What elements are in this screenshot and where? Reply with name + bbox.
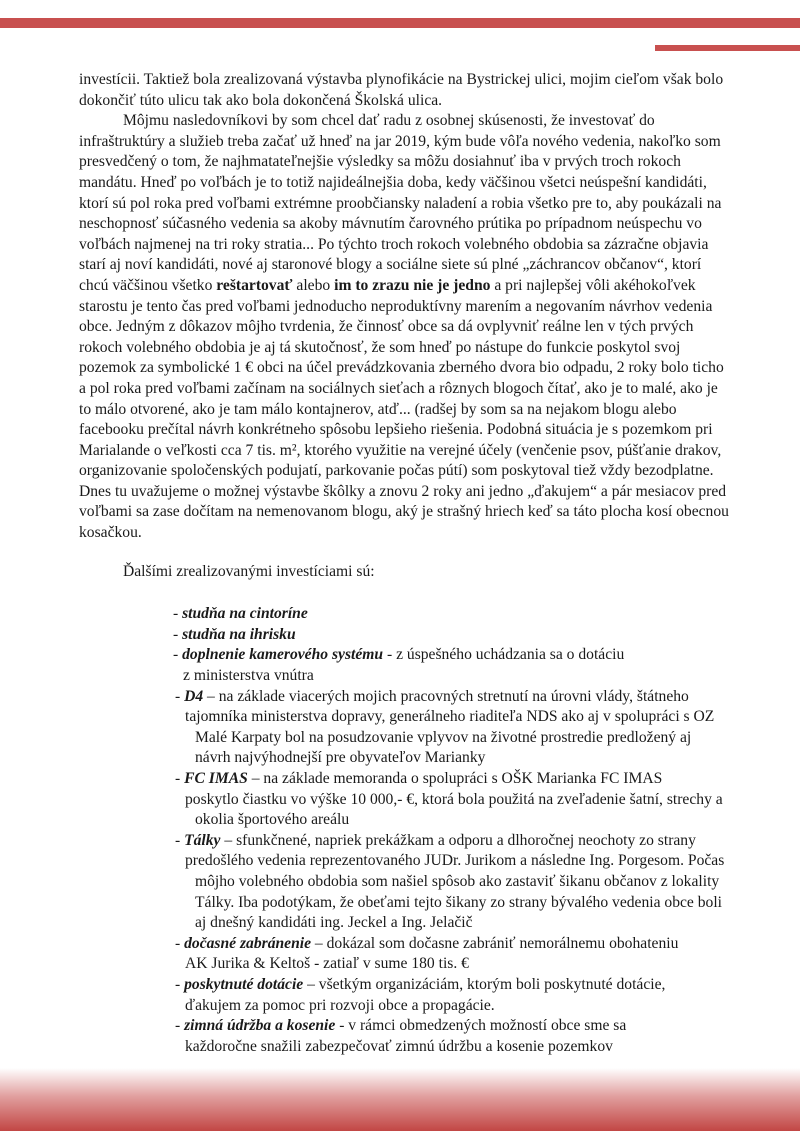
list-item-continuation: z ministerstva vnútra: [183, 667, 314, 685]
investments-list: [79, 604, 729, 1057]
list-item-continuation: AK Jurika & Keltoš - zatiaľ v sume 180 tis. €: [185, 955, 469, 973]
paragraph-continuation: investícii. Taktiež bola zrealizovaná výstavba plynofikácie na Bystrickej ulici, mojim cieľom však bolo dokončiť túto ulicu tak ako bola dokončená Školská ulica.: [79, 71, 724, 109]
emphasis-restart: reštartovať: [216, 276, 293, 294]
list-item: - zimná údržba a kosenie - v rámci obmedzených možností obce sme sa každoročne snažili zabezpečovať zimnú údržbu a kosenie pozemkov: [173, 1016, 729, 1057]
list-item-title: D4: [184, 687, 204, 705]
list-item-title: poskytnuté dotácie: [184, 975, 304, 993]
list-item-separator: -: [335, 1017, 349, 1035]
list-item-separator: –: [247, 770, 264, 787]
header-accent-short-bar: [655, 45, 800, 51]
paragraph-advice-text-3: a pri najlepšej vôli akéhokoľvek starostu je tento čas pred voľbami jednoducho neproduktívny marením a negovaním návrhov vedenia obce. Jedným z dôkazov môjho tvrdenia, že činnosť obce sa dá ovplyvniť reálne len v tých prvých rokoch volebného obdobia je aj tá skutočnosť, že som hneď po nástupe do funkcie poskytol svoj pozemok za symbolické 1 € obci na účel prevádzkovania zberného dvora bio odpadu, 2 roky bolo ticho a pol roka pred voľbami začínam na sociálnych sieťach a rôznych blogoch čítať, ako je to malé, ako je to málo otvorené, ako je tam málo kontajnerov, atď... (radšej by som sa na nejakom blogu alebo facebooku prečítal návrh konkrétneho spôsobu lepšieho riešenia. Podobná situácia je s pozemkom pri Marialande o veľkosti cca 7 tis. m², ktorého využitie na verejné účely (venčenie psov, púšťanie drakov, organizovanie spoločenských podujatí, parkovanie počas pútí) som poskytoval tiež vždy bezodplatne. Dnes tu uvažujeme o možnej výstavbe škôlky a znovu 2 roky ani jedno „ďakujem“ a pár mesiacov pred voľbami sa zase dočítam na nemenovanom blogu, aký je strašný hriech keď sa táto plocha kosí obecnou kosačkou.: [79, 276, 729, 542]
header-accent-bar: [0, 18, 800, 28]
list-item-continuation: tajomníka ministerstva dopravy, generálneho riaditeľa NDS ako aj v spolupráci s OZ Malé Karpaty bol na posudzovanie vplyvov na životné prostredie predložený aj návrh najvýhodnejší pre obyvateľov Marianky: [185, 708, 715, 767]
list-item-text: sfunkčnené, napriek prekážkam a odporu a dlhoročnej neochoty zo strany: [236, 831, 696, 849]
list-item-title: zimná údržba a kosenie: [184, 1017, 336, 1035]
list-item-continuation: poskytlo čiastku vo výške 10 000,- €, ktorá bola použitá na zveľadenie šatní, strechy a okolia športového areálu: [185, 790, 723, 829]
paragraph-advice-text-2: alebo: [292, 276, 335, 294]
list-item-text: všetkým organizáciám, ktorým boli poskytnuté dotácie,: [318, 975, 666, 993]
list-item-separator: –: [203, 687, 219, 705]
list-item-title: doplnenie kamerového systému: [182, 646, 384, 664]
list-item-title: studňa na ihrisku: [182, 625, 296, 643]
list-item: - poskytnuté dotácie – všetkým organizáciám, ktorým boli poskytnuté dotácie, ďakujem za pomoc pri rozvoji obce a propagácie.: [173, 975, 729, 1016]
list-item-text: z úspešného uchádzania sa o dotáciu: [396, 646, 625, 664]
investments-intro: Ďalšími zrealizovanými investíciami sú:: [123, 562, 375, 580]
footer-gradient-band: [0, 1068, 800, 1131]
list-item: - D4 – na základe viacerých mojich pracovných stretnutí na úrovni vlády, štátneho tajomníka ministerstva dopravy, generálneho riaditeľa NDS ako aj v spolupráci s OZ Malé Karpaty bol na posudzovanie vplyvov na životné prostredie predložený aj návrh najvýhodnejší pre obyvateľov Marianky: [173, 687, 729, 769]
list-item-separator: –: [303, 975, 319, 993]
list-item-text: dokázal som dočasne zabrániť nemorálnemu obohateniu: [326, 934, 679, 952]
paragraph-advice: [79, 111, 729, 543]
list-item: - studňa na cintoríne: [173, 605, 308, 623]
list-item-title: studňa na cintoríne: [182, 605, 308, 623]
list-item-title: Tálky: [184, 831, 221, 849]
paragraph-advice-text-1: Môjmu nasledovníkovi by som chcel dať radu z osobnej skúsenosti, že investovať do infraštruktúry a služieb treba začať už hneď na jar 2019, kým bude vôľa nového vedenia, nakoľko som presvedčený o tom, že najhmatateľnejšie výsledky sa môžu dosiahnuť iba v prvých troch rokoch mandátu. Hneď po voľbách je to totiž najideálnejšia doba, kedy väčšinou všetci neúspešní kandidáti, ktorí sú pol roka pred voľbami extrémne proobčiansky naladení a robia všetko pre to, aby poukázali na neschopnosť súčasného vedenia sa akoby mávnutím čarovného prútika po prípadnom neúspechu vo voľbách najmenej na tri roky stratia... Po týchto troch rokoch volebného obdobia sa zázračne objavia starí aj noví kandidáti, nové aj staronové blogy a sociálne siete sú plné „záchrancov občanov“, ktorí chcú väčšinou všetko: [79, 112, 722, 294]
list-item-separator: –: [311, 934, 327, 952]
list-item-text: v rámci obmedzených možností obce sme sa: [348, 1017, 627, 1035]
list-item-continuation: ďakujem za pomoc pri rozvoji obce a propagácie.: [185, 996, 495, 1014]
list-item-title: FC IMAS: [184, 770, 248, 787]
list-item-text: na základe memoranda o spolupráci s OŠK Marianka FC IMAS: [263, 770, 663, 787]
list-item: - studňa na ihrisku: [173, 625, 296, 643]
list-item: - FC IMAS – na základe memoranda o spolupráci s OŠK Marianka FC IMAS poskytlo čiastku vo výške 10 000,- €, ktorá bola použitá na zveľadenie šatní, strechy a okolia športového areálu: [173, 769, 729, 831]
emphasis-not-indifferent: im to zrazu nie je jedno: [334, 276, 491, 294]
list-item-continuation: predošlého vedenia reprezentovaného JUDr. Jurikom a následne Ing. Porgesom. Počas môjho volebného obdobia som našiel spôsob ako zastaviť šikanu občanov z lokality Tálky. Iba podotýkam, že obeťami tejto šikany zo strany bývalého vedenia obce boli aj dnešný kandidáti ing. Jeckel a Ing. Jelačič: [185, 852, 725, 932]
list-item-title: dočasné zabránenie: [184, 934, 312, 952]
list-item-text: na základe viacerých mojich pracovných stretnutí na úrovni vlády, štátneho: [218, 687, 689, 705]
list-item-separator: –: [220, 831, 237, 849]
list-item: - dočasné zabránenie – dokázal som dočasne zabrániť nemorálnemu obohateniu AK Jurika & Keltoš - zatiaľ v sume 180 tis. €: [173, 934, 729, 975]
list-item: - doplnenie kamerového systému - z úspešného uchádzania sa o dotáciu z ministerstva vnútra: [173, 645, 729, 686]
list-item: - Tálky – sfunkčnené, napriek prekážkam a odporu a dlhoročnej neochoty zo strany predošlého vedenia reprezentovaného JUDr. Jurikom a následne Ing. Porgesom. Počas môjho volebného obdobia som našiel spôsob ako zastaviť šikanu občanov z lokality Tálky. Iba podotýkam, že obeťami tejto šikany zo strany bývalého vedenia obce boli aj dnešný kandidáti ing. Jeckel a Ing. Jelačič: [173, 831, 729, 934]
document-body: [79, 70, 729, 1057]
list-item-separator: -: [383, 646, 397, 664]
list-item-continuation: každoročne snažili zabezpečovať zimnú údržbu a kosenie pozemkov: [185, 1037, 613, 1055]
